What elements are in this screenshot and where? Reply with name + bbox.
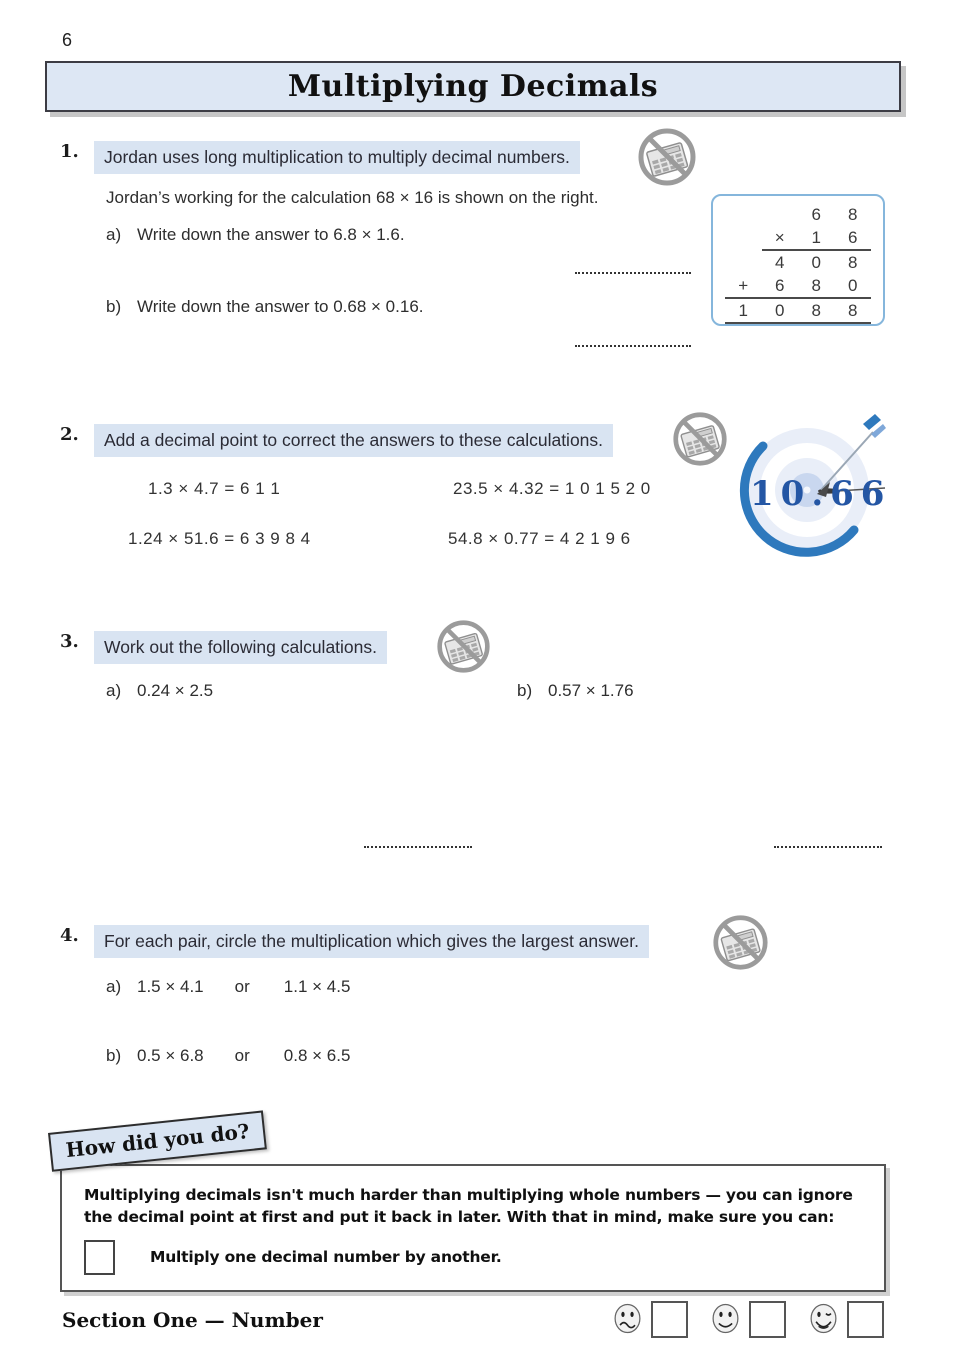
score-checkbox-neutral[interactable] xyxy=(749,1301,786,1338)
question-3a xyxy=(106,681,213,701)
question-1b xyxy=(106,297,424,317)
or-label: or xyxy=(234,1046,250,1065)
page-title: Multiplying Decimals xyxy=(287,69,659,104)
work-cell: 8 xyxy=(798,299,835,324)
question-1a-text: Write down the answer to 6.8 × 1.6. xyxy=(137,225,405,244)
question-4a-label: a) xyxy=(106,977,122,996)
answer-line-1a[interactable] xyxy=(575,260,691,274)
work-cell: 6 xyxy=(811,205,821,224)
dartboard-value: 10.66 xyxy=(750,474,887,514)
work-cell xyxy=(725,251,762,274)
question-1-prompt: Jordan uses long multiplication to multiply decimal numbers. xyxy=(94,141,580,174)
question-4a-option-2[interactable]: 1.1 × 4.5 xyxy=(283,977,351,996)
q2-equation-1[interactable]: 1.3 × 4.7 = 6 1 1 xyxy=(148,479,281,498)
work-cell: 0 xyxy=(762,299,799,324)
or-label: or xyxy=(234,977,250,996)
question-4b xyxy=(106,1046,350,1066)
no-calculator-icon xyxy=(637,127,697,187)
work-cell: × xyxy=(762,226,799,251)
answer-line-3a[interactable] xyxy=(364,834,472,848)
answer-line-3b[interactable] xyxy=(774,834,882,848)
long-multiplication-grid xyxy=(725,203,871,324)
work-cell xyxy=(725,226,762,249)
question-3-number: 3. xyxy=(60,631,79,652)
work-cell xyxy=(725,203,762,226)
work-cell: 8 xyxy=(848,205,858,224)
question-1b-label: b) xyxy=(106,297,122,316)
question-4a xyxy=(106,977,350,997)
question-1a xyxy=(106,225,405,245)
work-cell: 6 xyxy=(835,226,872,251)
no-calculator-icon xyxy=(672,411,728,467)
question-3b-text: 0.57 × 1.76 xyxy=(548,681,634,700)
question-3b-label: b) xyxy=(517,681,533,700)
review-checkbox-label: Multiply one decimal number by another. xyxy=(150,1248,502,1266)
question-3b xyxy=(517,681,634,701)
question-1b-text: Write down the answer to 0.68 × 0.16. xyxy=(137,297,424,316)
question-3a-text: 0.24 × 2.5 xyxy=(137,681,214,700)
question-2 xyxy=(60,424,670,457)
how-did-you-do-label: How did you do? xyxy=(48,1110,267,1171)
section-title: Section One — Number xyxy=(62,1308,323,1332)
work-cell: 8 xyxy=(798,274,835,299)
q2-equation-3[interactable]: 1.24 × 51.6 = 6 3 9 8 4 xyxy=(128,529,311,548)
page-number: 6 xyxy=(62,30,73,50)
page-title-banner xyxy=(45,61,901,112)
review-body xyxy=(84,1184,854,1228)
question-2-prompt: Add a decimal point to correct the answers to these calculations. xyxy=(94,424,613,457)
work-cell: 4 xyxy=(775,253,785,272)
q2-equation-2[interactable]: 23.5 × 4.32 = 1 0 1 5 2 0 xyxy=(453,479,651,498)
work-cell: 6 xyxy=(762,274,799,299)
question-4-prompt: For each pair, circle the multiplication which gives the largest answer. xyxy=(94,925,649,958)
work-cell: + xyxy=(725,274,762,299)
question-1a-label: a) xyxy=(106,225,122,244)
work-cell: 1 xyxy=(798,226,835,251)
review-body-line1: Multiplying decimals isn't much harder than multiplying whole numbers — you can ignore xyxy=(84,1186,853,1204)
question-4-number: 4. xyxy=(60,925,79,946)
question-1-number: 1. xyxy=(60,141,79,162)
review-body-line2: the decimal point at first and put it back in later. With that in mind, make sure you can: xyxy=(84,1208,835,1226)
question-1-line2: Jordan’s working for the calculation 68 × 16 is shown on the right. xyxy=(106,188,599,207)
question-4b-option-2[interactable]: 0.8 × 6.5 xyxy=(283,1046,351,1065)
question-2-number: 2. xyxy=(60,424,79,445)
review-checkbox[interactable] xyxy=(84,1240,115,1275)
work-cell: 8 xyxy=(835,299,872,324)
question-4b-label: b) xyxy=(106,1046,122,1065)
no-calculator-icon xyxy=(712,914,769,971)
question-4a-option-1[interactable]: 1.5 × 4.1 xyxy=(137,977,204,996)
review-box xyxy=(60,1164,886,1292)
work-cell xyxy=(762,203,799,226)
long-multiplication-box xyxy=(711,194,885,326)
score-checkbox-happy[interactable] xyxy=(847,1301,884,1338)
question-3a-label: a) xyxy=(106,681,122,700)
dartboard-illustration xyxy=(737,412,887,564)
q2-equation-4[interactable]: 54.8 × 0.77 = 4 2 1 9 6 xyxy=(448,529,631,548)
no-calculator-icon xyxy=(436,619,491,674)
question-4b-option-1[interactable]: 0.5 × 6.8 xyxy=(137,1046,204,1065)
question-3-prompt: Work out the following calculations. xyxy=(94,631,387,664)
question-4 xyxy=(60,925,710,958)
work-cell: 1 xyxy=(725,299,762,324)
neutral-smile-face-icon xyxy=(710,1302,741,1335)
work-cell: 8 xyxy=(848,253,858,272)
work-cell: 0 xyxy=(811,253,821,272)
answer-line-1b[interactable] xyxy=(575,333,691,347)
question-3 xyxy=(60,631,440,664)
sad-face-icon xyxy=(612,1302,643,1335)
question-1 xyxy=(60,141,630,174)
score-checkbox-sad[interactable] xyxy=(651,1301,688,1338)
work-cell: 0 xyxy=(835,274,872,299)
happy-wink-face-icon xyxy=(808,1302,839,1335)
